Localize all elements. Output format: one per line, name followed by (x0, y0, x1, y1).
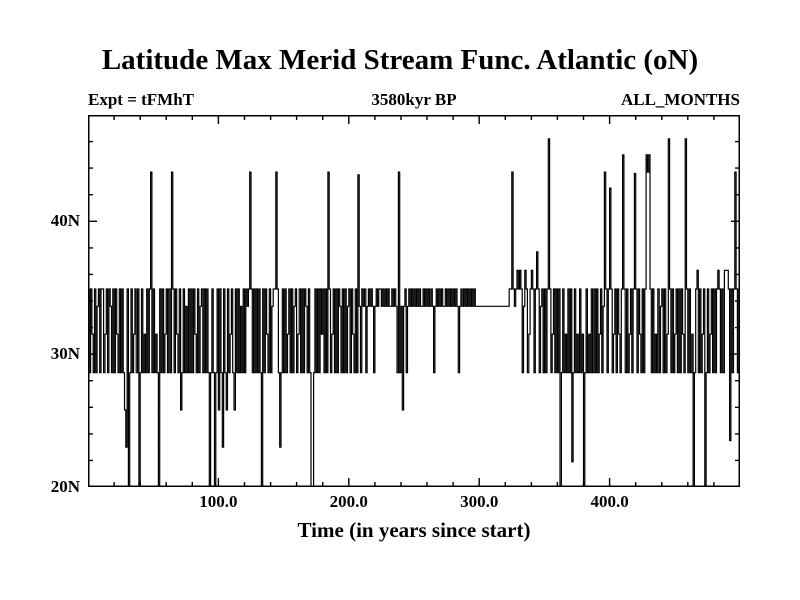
y-tick-label-30N: 30N (50, 344, 80, 364)
x-tick-label-100.0: 100.0 (199, 492, 238, 511)
y-tick-label-40N: 40N (50, 211, 80, 231)
x-tick-label-200.0: 200.0 (329, 492, 368, 511)
x-axis-title: Time (in years since start) (297, 518, 531, 542)
months-label: ALL_MONTHS (620, 90, 740, 109)
x-tick-label-300.0: 300.0 (460, 492, 499, 511)
plot-svg (88, 115, 740, 487)
x-tick-label-400.0: 400.0 (590, 492, 629, 511)
plot-area (88, 115, 740, 487)
experiment-label: Expt = tFMhT (88, 90, 195, 109)
chart-title: Latitude Max Merid Stream Func. Atlantic (oN) (101, 44, 699, 76)
time-bp-label: 3580kyr BP (371, 90, 457, 109)
series-line (88, 139, 740, 487)
y-tick-label-20N: 20N (50, 477, 80, 496)
